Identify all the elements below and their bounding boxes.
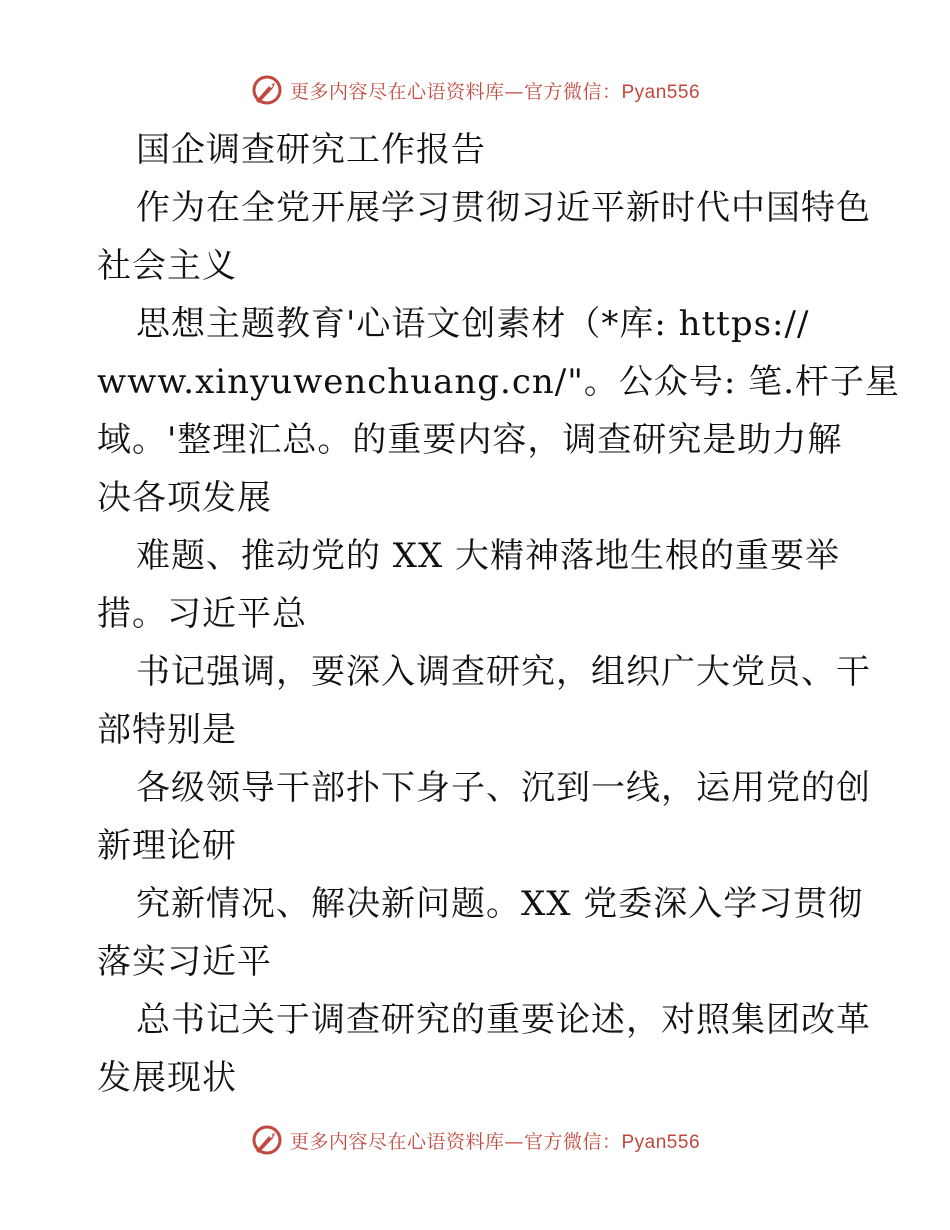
header-banner-content <box>250 73 700 107</box>
document-body <box>97 121 900 1107</box>
text-line: 各级领导干部扑下身子、沉到一线，运用党的创 <box>136 768 871 808</box>
text-line: 国企调查研究工作报告 <box>136 130 486 170</box>
banner-wechat-id: Pyan556 <box>621 1131 701 1153</box>
text-line: 部特别是 <box>97 710 237 750</box>
text-line: 难题、推动党的 XX 大精神落地生根的重要举 <box>136 536 841 576</box>
text-line: 决各项发展 <box>97 478 272 518</box>
text-line: 域。'整理汇总。的重要内容，调查研究是助力解 <box>97 420 843 460</box>
banner-slogan: 更多内容尽在心语资料库—官方微信： <box>289 80 622 103</box>
text-line: 社会主义 <box>97 246 237 286</box>
footer-banner-text <box>290 1127 700 1154</box>
text-line: 思想主题教育'心语文创素材（*库: https:// <box>136 304 810 344</box>
text-line: 作为在全党开展学习贯彻习近平新时代中国特色 <box>136 188 871 228</box>
text-line: 新理论研 <box>97 826 237 866</box>
footer-banner-content <box>250 1123 700 1157</box>
text-line: www.xinyuwenchuang.cn/"。公众号: 笔.杆子星 <box>97 362 900 402</box>
text-line: 书记强调，要深入调查研究，组织广大党员、干 <box>136 652 871 692</box>
header-banner <box>0 70 950 110</box>
banner-slogan: 更多内容尽在心语资料库—官方微信： <box>289 1130 622 1153</box>
pen-nib-circle-icon <box>250 1123 284 1157</box>
text-line: 究新情况、解决新问题。XX 党委深入学习贯彻 <box>136 884 864 924</box>
pen-nib-circle-icon <box>250 73 284 107</box>
header-banner-text <box>290 77 700 104</box>
text-line: 措。习近平总 <box>97 594 307 634</box>
text-line: 发展现状 <box>97 1058 237 1098</box>
text-line: 总书记关于调查研究的重要论述，对照集团改革 <box>136 1000 871 1040</box>
footer-banner <box>0 1120 950 1160</box>
banner-wechat-id: Pyan556 <box>621 81 701 103</box>
text-line: 落实习近平 <box>97 942 272 982</box>
